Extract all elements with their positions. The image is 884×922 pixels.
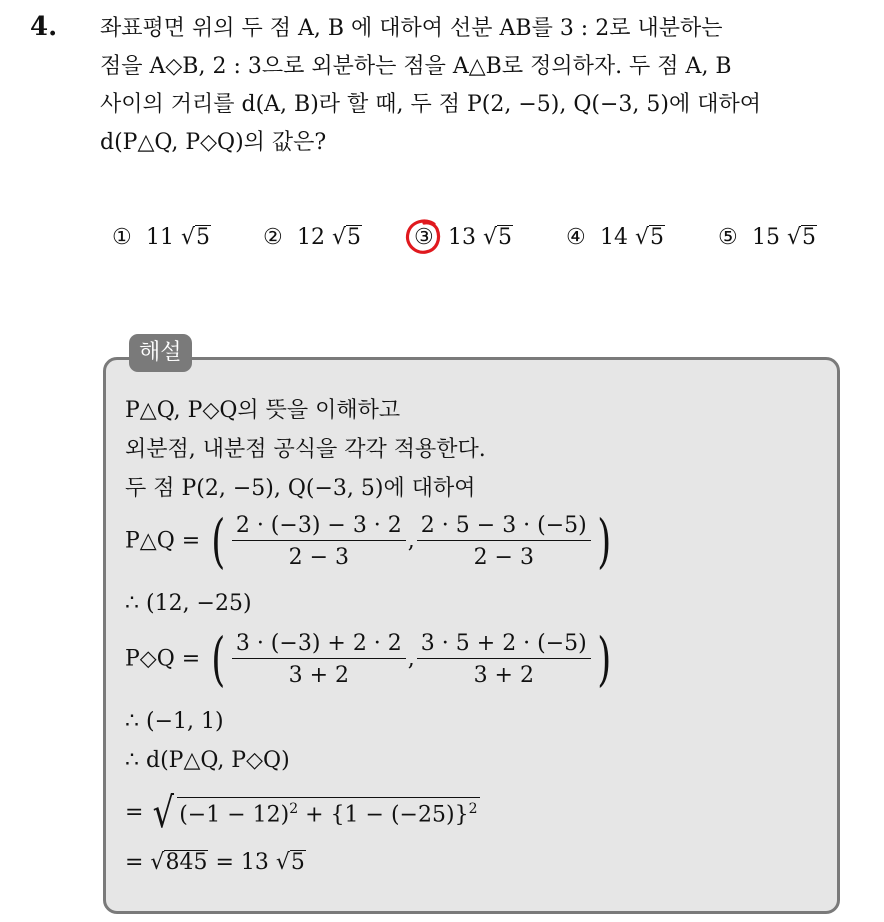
choice-radicand: 5 <box>650 225 665 250</box>
exponent: 2 <box>468 801 478 818</box>
solution-tag: 해설 <box>129 334 192 372</box>
equation-lhs: P◇Q = <box>125 646 201 672</box>
fraction-x <box>232 631 406 688</box>
choice-coef: 11 <box>146 225 174 250</box>
denominator: 3 + 2 <box>288 662 350 688</box>
final-radicand: 845 <box>165 850 208 875</box>
question-line: d(P△Q, P◇Q)의 값은? <box>100 130 327 155</box>
denominator: 2 − 3 <box>288 544 350 570</box>
fraction-x <box>232 513 406 570</box>
choice-number: ② <box>263 225 283 250</box>
term-b: + {1 − (−25)} <box>298 802 469 828</box>
choice-2[interactable]: ② 12 √5 <box>263 216 362 260</box>
choice-radicand: 5 <box>347 225 362 250</box>
question-line: 사이의 거리를 d(A, B)라 할 때, 두 점 P(2, −5), Q(−3, 5)에 대하여 <box>100 92 761 117</box>
choice-4[interactable]: ④ 14 √5 <box>566 216 665 260</box>
equation-internal-division: P◇Q = ( $\frac{3 \cdot (-3) + 2 \cdot 2}{3 + 2}$ , $\frac{3 \cdot 5 + 2 \cdot (-5)}{3 + 2}$ ) <box>125 625 612 693</box>
choice-number: ⑤ <box>718 225 738 250</box>
choice-radicand: 5 <box>196 225 211 250</box>
denominator: 2 − 3 <box>473 544 534 570</box>
solution-text-1: P△Q, P◇Q의 뜻을 이해하고 <box>125 398 401 423</box>
final-mid: = 13 <box>208 850 269 875</box>
choice-coef: 12 <box>297 225 325 250</box>
final-answer: = √845 = 13 √5 <box>125 850 305 875</box>
open-paren: ( <box>211 507 226 575</box>
question-number: 4. <box>30 12 58 42</box>
final-radicand-2: 5 <box>290 850 305 875</box>
equation-lhs: P△Q = <box>125 528 201 554</box>
sqrt-radicand <box>177 797 479 827</box>
question-line: 점을 A◇B, 2 : 3으로 외분하는 점을 A△B로 정의하자. 두 점 A, B <box>100 54 732 79</box>
solution-text-2: 외분점, 내분점 공식을 각각 적용한다. <box>125 437 486 462</box>
result-internal-point: ∴ (−1, 1) <box>125 709 224 734</box>
answer-choices <box>0 216 884 262</box>
question-line: 좌표평면 위의 두 점 A, B 에 대하여 선분 AB를 3 : 2로 내분하는 <box>100 16 723 41</box>
equals-sign: = <box>125 850 144 875</box>
close-paren: ) <box>597 507 612 575</box>
fraction-y <box>417 631 591 688</box>
choice-coef: 14 <box>600 225 628 250</box>
choice-number: ③ <box>414 225 434 250</box>
term-a: (−1 − 12) <box>179 802 290 828</box>
numerator: 3 · (−3) + 2 · 2 <box>232 631 406 659</box>
choice-1[interactable]: ① 11 √5 <box>112 216 211 260</box>
choice-number: ④ <box>566 225 586 250</box>
selected-circle-icon <box>404 217 444 257</box>
numerator: 3 · 5 + 2 · (−5) <box>417 631 591 659</box>
choice-number: ① <box>112 225 132 250</box>
choice-5[interactable]: ⑤ 15 √5 <box>718 216 817 260</box>
distance-formula <box>125 788 480 837</box>
choice-radicand: 5 <box>498 225 513 250</box>
choice-coef: 15 <box>752 225 780 250</box>
close-paren: ) <box>597 625 612 693</box>
choice-radicand: 5 <box>802 225 817 250</box>
open-paren: ( <box>211 625 226 693</box>
numerator: 2 · 5 − 3 · (−5) <box>417 513 591 541</box>
sqrt-sign: √ <box>153 788 175 837</box>
question-stem <box>100 10 865 162</box>
result-external-point: ∴ (12, −25) <box>125 591 252 616</box>
solution-text-3: 두 점 P(2, −5), Q(−3, 5)에 대하여 <box>125 476 476 501</box>
numerator: 2 · (−3) − 3 · 2 <box>232 513 406 541</box>
exponent: 2 <box>289 801 299 818</box>
equation-external-division: P△Q = ( $\frac{2 \cdot (-3) - 3 \cdot 2}{2 - 3}$ , $\frac{2 \cdot 5 - 3 \cdot (-5)}{2 - 3}$ ) <box>125 507 612 575</box>
distance-label: ∴ d(P△Q, P◇Q) <box>125 748 290 773</box>
equals-sign: = <box>125 800 144 825</box>
choice-3[interactable]: ③ 13 √5 <box>414 216 513 260</box>
choice-coef: 13 <box>448 225 476 250</box>
denominator: 3 + 2 <box>473 662 534 688</box>
fraction-y <box>417 513 591 570</box>
